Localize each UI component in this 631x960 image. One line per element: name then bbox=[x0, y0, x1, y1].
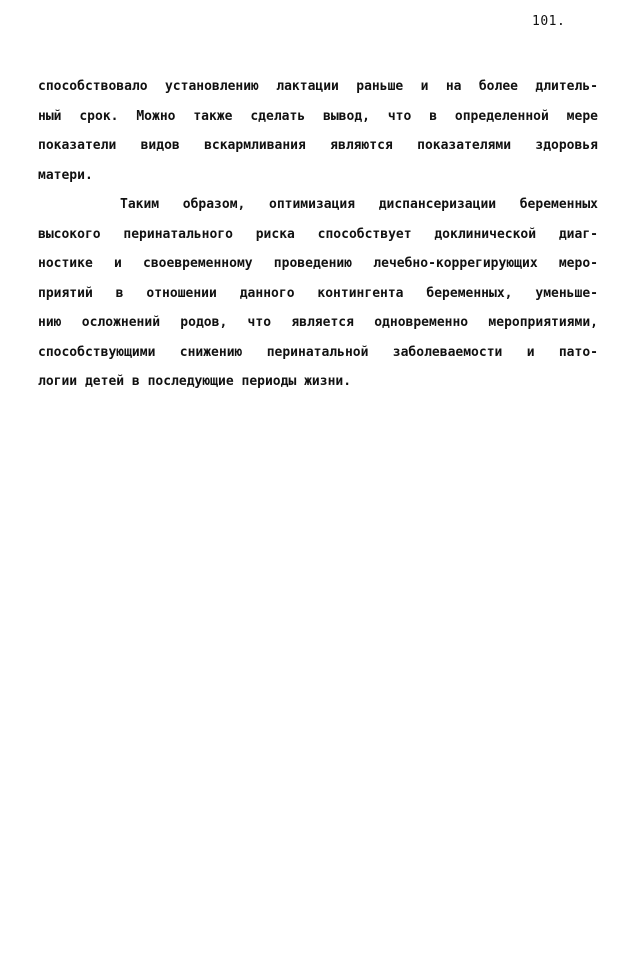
text-line: ностике и своевременному проведению лечебно-коррегирующих меро- bbox=[38, 256, 598, 271]
body-text bbox=[38, 72, 598, 397]
text-line: Таким образом, оптимизация диспансеризации беременных bbox=[120, 197, 598, 212]
page-number: 101. bbox=[532, 14, 566, 29]
text-line: приятий в отношении данного контингента беременных, уменьше- bbox=[38, 285, 598, 301]
paragraph-2 bbox=[38, 190, 598, 397]
text-line: ный срок. Можно также сделать вывод, что в определенной мере bbox=[38, 108, 598, 124]
text-line: высокого перинатального риска способствует доклинической диаг- bbox=[38, 226, 598, 242]
text-line: способствовало установлению лактации раньше и на более длитель- bbox=[38, 79, 598, 94]
text-line: показатели видов вскармливания являются показателями здоровья bbox=[38, 138, 598, 153]
text-line: логии детей в последующие периоды жизни. bbox=[38, 374, 352, 389]
text-line: нию осложнений родов, что является одновременно мероприятиями, bbox=[38, 315, 598, 330]
text-line: матери. bbox=[38, 167, 93, 183]
text-line: способствующими снижению перинатальной заболеваемости и пато- bbox=[38, 344, 598, 360]
paragraph-1 bbox=[38, 72, 598, 190]
